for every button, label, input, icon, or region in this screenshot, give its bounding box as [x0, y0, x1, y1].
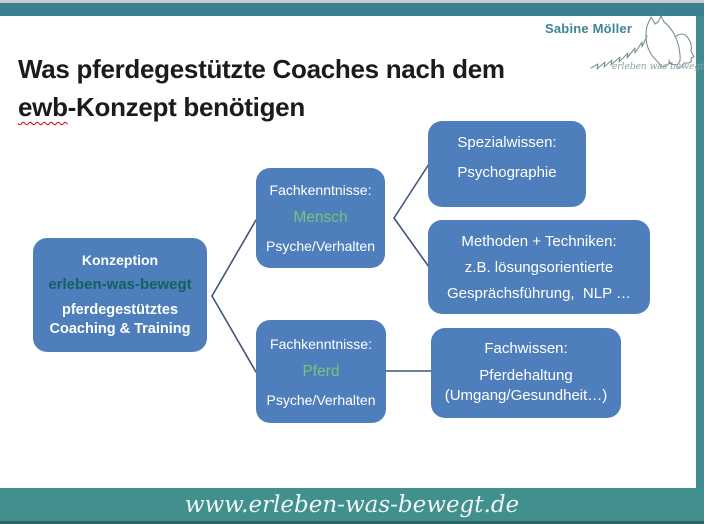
spezialwissen-heading: Spezialwissen: — [457, 134, 557, 151]
horse-logo-icon — [585, 10, 700, 92]
slide-title-line2-rest: -Konzept benötigen — [67, 92, 305, 122]
spezialwissen-line2: Psychographie — [457, 164, 557, 181]
mensch-subline: Psyche/Verhalten — [266, 238, 375, 254]
fachwissen-heading: Fachwissen: — [484, 340, 568, 357]
slide-title-line1: Was pferdegestützte Coaches nach dem — [18, 54, 505, 84]
spellcheck-marked-word: ewb — [18, 92, 68, 122]
mensch-keyword: Mensch — [293, 209, 348, 226]
box-spezialwissen — [428, 121, 586, 207]
fachwissen-line2: Pferdehaltung — [479, 367, 573, 384]
pferd-subline: Psyche/Verhalten — [266, 391, 376, 408]
methoden-heading: Methoden + Techniken: — [461, 232, 617, 250]
pferd-keyword: Pferd — [302, 362, 340, 380]
slide-title — [18, 50, 505, 126]
box-konzeption — [33, 238, 207, 352]
box-fachkenntnisse-pferd — [256, 320, 386, 423]
pferd-heading: Fachkenntnisse: — [270, 335, 372, 352]
methoden-line2: z.B. lösungsorientierte — [464, 258, 614, 276]
konzeption-line3: pferdegestütztes — [61, 301, 179, 318]
methoden-line3: Gesprächsführung, NLP … — [447, 284, 631, 302]
konzeption-line4: Coaching & Training — [49, 320, 191, 337]
footer-url: www.erleben-was-bewegt.de — [184, 491, 520, 518]
footer-bar — [0, 488, 704, 524]
logo-name: Sabine Möller — [545, 21, 633, 36]
mensch-heading: Fachkenntnisse: — [269, 182, 372, 198]
slide-title-line2 — [18, 88, 505, 126]
box-methoden-techniken — [428, 220, 650, 314]
logo-tagline: erleben was bewegt — [612, 62, 704, 72]
konzeption-brand: erleben-was-bewegt — [48, 275, 192, 293]
box-fachkenntnisse-mensch — [256, 168, 385, 268]
konzeption-heading: Konzeption — [81, 251, 159, 268]
box-fachwissen — [431, 328, 621, 418]
fachwissen-line3: (Umgang/Gesundheit…) — [444, 387, 608, 404]
